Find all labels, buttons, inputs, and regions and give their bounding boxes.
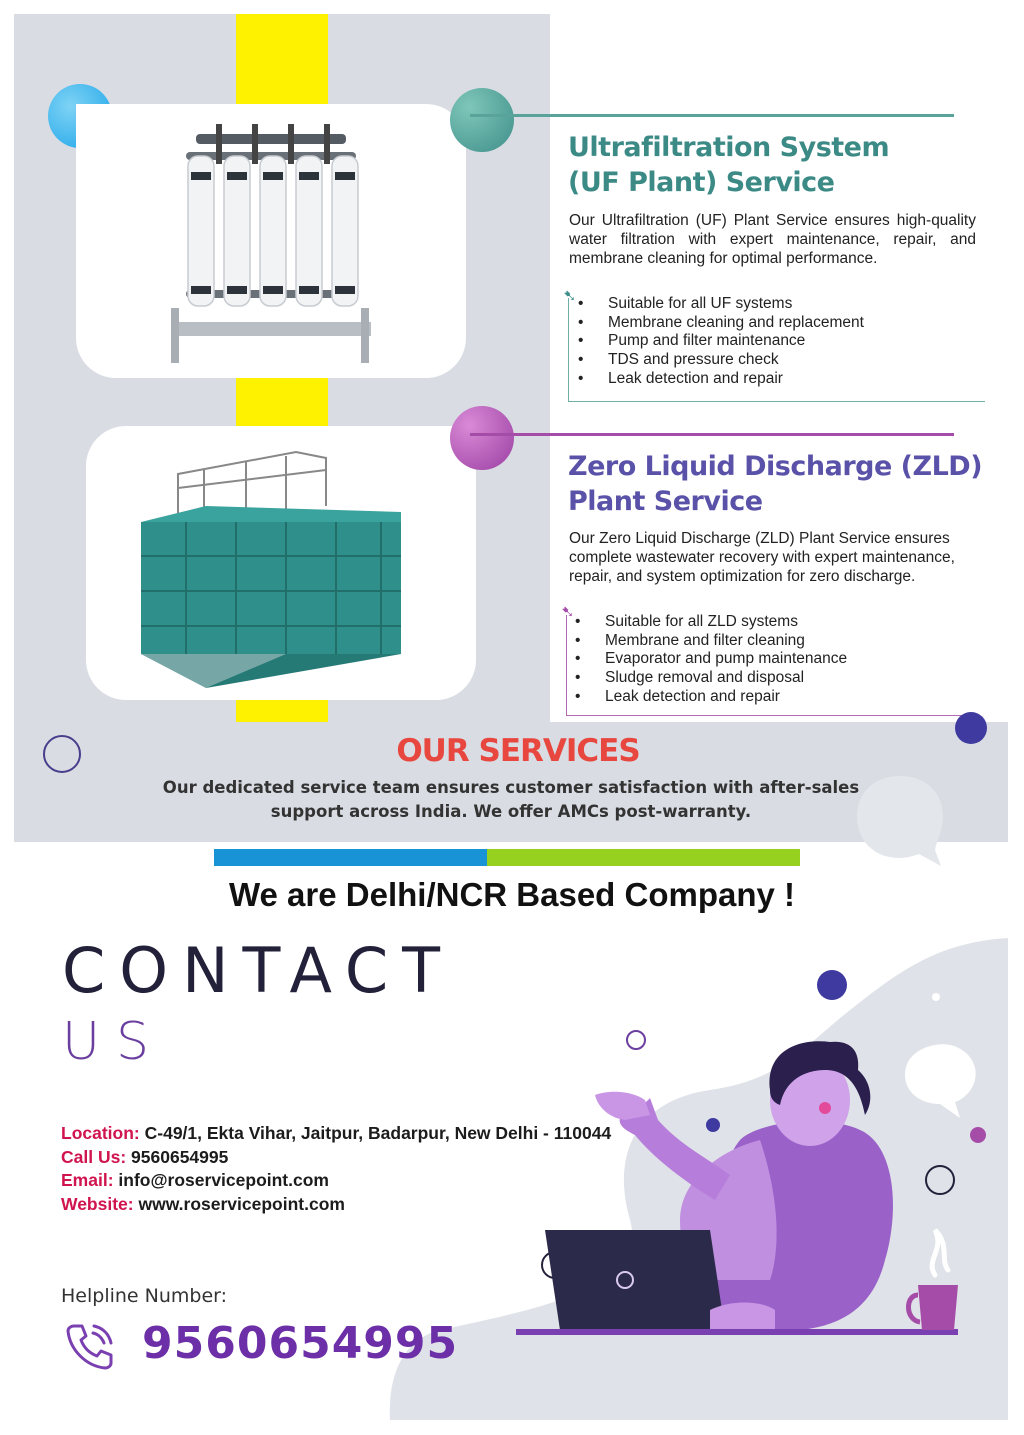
email-label: Email:	[61, 1170, 114, 1190]
call-value[interactable]: 9560654995	[131, 1146, 229, 1167]
uf-feature-item: • Leak detection and repair	[570, 370, 970, 389]
zld-image-card	[86, 426, 476, 700]
zld-header-line	[470, 433, 954, 436]
uf-title-line1: Ultrafiltration System	[568, 132, 890, 163]
yellow-strip-2	[236, 378, 328, 428]
zld-title	[568, 449, 982, 519]
phone-icon	[64, 1320, 116, 1372]
yellow-strip-1	[236, 14, 328, 106]
zld-description: Our Zero Liquid Discharge (ZLD) Plant Service ensures complete wastewater recovery with expert maintenance, repair, and system optimization for zero discharge.	[569, 530, 955, 585]
uf-plant-photo	[76, 104, 466, 378]
uf-description: Our Ultrafiltration (UF) Plant Service ensures high-quality water filtration with expert maintenance, repair, and membrane cleaning for optimal performance.	[569, 212, 976, 267]
helpline-label: Helpline Number:	[61, 1285, 228, 1307]
zld-title-line1: Zero Liquid Discharge (ZLD)	[568, 451, 983, 482]
zld-arrow-icon: ➷	[561, 602, 575, 621]
uf-features-list	[570, 295, 970, 389]
uf-accent-circle	[450, 88, 514, 152]
contact-info	[61, 1122, 641, 1216]
uf-title	[568, 130, 889, 200]
website-label: Website:	[61, 1193, 134, 1214]
uf-header-line	[470, 114, 954, 117]
uf-arrow-icon: ➷	[563, 286, 577, 305]
uf-feature-item: • Suitable for all UF systems	[570, 295, 970, 314]
zld-accent-circle	[450, 406, 514, 470]
contact-heading: CONTACT	[62, 934, 455, 1007]
uf-image-card	[76, 104, 466, 378]
website-link[interactable]: www.roservicepoint.com	[138, 1193, 345, 1214]
zld-title-line2: Plant Service	[568, 486, 763, 517]
zld-feature-item: • Sludge removal and disposal	[567, 669, 967, 688]
zld-features-list	[567, 613, 967, 707]
green-bar	[487, 849, 800, 866]
zld-feature-item: • Evaporator and pump maintenance	[567, 650, 967, 669]
call-row	[61, 1146, 641, 1170]
yellow-strip-3	[236, 698, 328, 722]
speech-bubble-decoration	[855, 770, 945, 870]
uf-feature-item: • Pump and filter maintenance	[570, 332, 970, 351]
contact-subheading: US	[62, 1012, 166, 1072]
uf-title-line2: (UF Plant) Service	[568, 167, 835, 198]
services-text	[100, 776, 922, 824]
website-row	[61, 1193, 641, 1217]
call-label: Call Us:	[61, 1146, 127, 1167]
location-label: Location:	[61, 1123, 140, 1143]
helpline-number[interactable]: 9560654995	[142, 1318, 459, 1369]
zld-tank-photo	[86, 426, 476, 700]
email-row	[61, 1169, 641, 1193]
zld-feature-item: • Leak detection and repair	[567, 688, 967, 707]
uf-feature-item: • Membrane cleaning and replacement	[570, 314, 970, 333]
uf-feature-item: • TDS and pressure check	[570, 351, 970, 370]
location-row	[61, 1122, 641, 1146]
email-link[interactable]: info@roservicepoint.com	[118, 1170, 329, 1190]
blue-bar	[214, 849, 487, 866]
company-statement: We are Delhi/NCR Based Company !	[228, 876, 796, 913]
services-title: OUR SERVICES	[396, 733, 640, 769]
zld-feature-item: • Suitable for all ZLD systems	[567, 613, 967, 632]
location-value: C-49/1, Ekta Vihar, Jaitpur, Badarpur, New Delhi - 110044	[144, 1123, 612, 1143]
services-text-line1: Our dedicated service team ensures customer satisfaction with after-sales	[162, 778, 860, 797]
zld-feature-item: • Membrane and filter cleaning	[567, 632, 967, 651]
services-text-line2: support across India. We offer AMCs post-warranty.	[270, 802, 752, 821]
